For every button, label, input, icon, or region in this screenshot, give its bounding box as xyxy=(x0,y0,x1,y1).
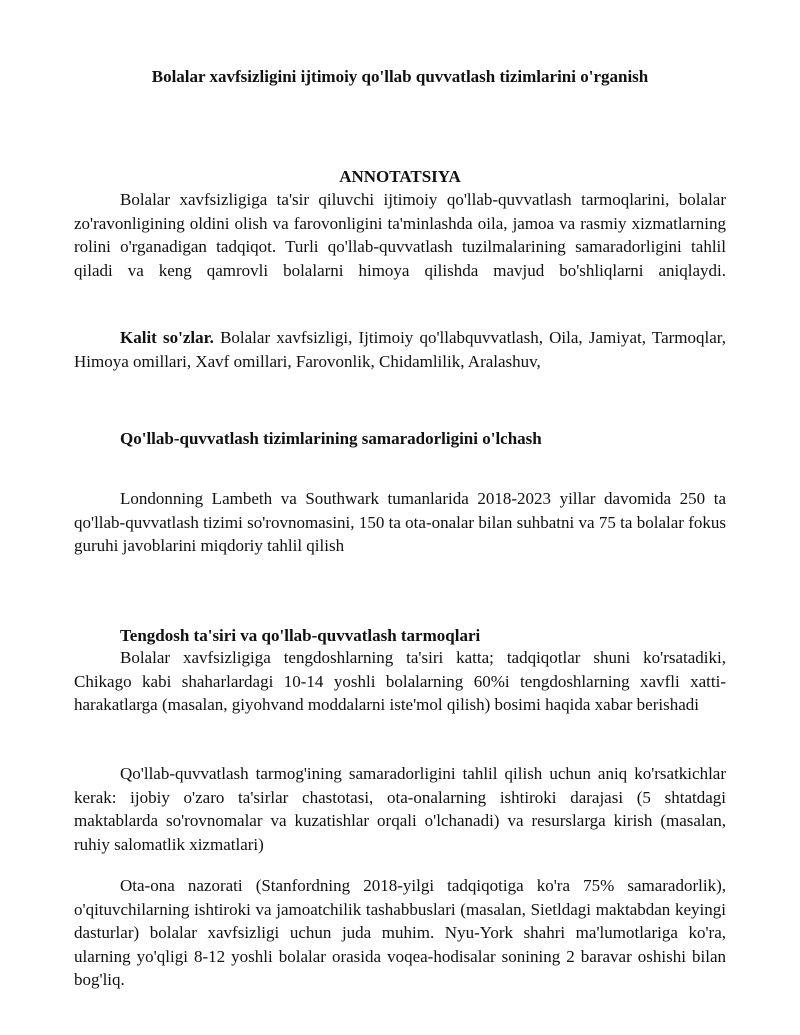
section-heading-peer-influence: Tengdosh ta'siri va qo'llab-quvvatlash tarmoqlari xyxy=(120,626,481,645)
section2-paragraph-3: Ota-ona nazorati (Stanfordning 2018-yilgi tadqiqotiga ko'ra 75% samaradorlik), o'qituvchilarning ishtiroki va jamoatchilik tashabbuslari (masalan, Sietldagi maktabdan keyingi dasturlar) bolalar xavfsizligi uchun juda muhim. Nyu-York shahri ma'lumotlariga ko'ra, ularning yo'qligi 8-12 yoshli bolalar orasida voqea-hodisalar sonining 2 baravar oshishi bilan bog'liq. xyxy=(74,876,726,990)
section-heading-effectiveness: Qo'llab-quvvatlash tizimlarining samaradorligini o'lchash xyxy=(120,429,542,448)
annotation-paragraph: Bolalar xavfsizligiga ta'sir qiluvchi ijtimoiy qo'llab-quvvatlash tarmoqlarini, bolalar zo'ravonligining oldini olish va farovonligini ta'minlashda oila, jamoa va rasmiy xizmatlarning rolini o'rganadigan tadqiqot. Turli qo'llab-quvvatlash tuzilmalarining samaradorligini tahlil qiladi va keng qamrovli bolalarni himoya qilishda mavjud bo'shliqlarni aniqlaydi. xyxy=(74,190,726,280)
document-title: Bolalar xavfsizligini ijtimoiy qo'llab quvvatlash tizimlarini o'rganish xyxy=(151,67,649,86)
section2-paragraph-1: Bolalar xavfsizligiga tengdoshlarning ta'siri katta; tadqiqotlar shuni ko'rsatadiki, Chikago kabi shaharlardagi 10-14 yoshli bolalarning 60%i tengdoshlarning xavfli xatti-harakatlarga (masalan, giyohvand moddalarni iste'mol qilish) bosimi haqida xabar berishadi xyxy=(74,648,726,715)
section1-paragraph: Londonning Lambeth va Southwark tumanlarida 2018-2023 yillar davomida 250 ta qo'llab-quvvatlash tizimi so'rovnomasini, 150 ta ota-onalar bilan suhbatni va 75 ta bolalar fokus guruhi javoblarini miqdoriy tahlil qilish xyxy=(74,489,726,556)
keywords-text: Bolalar xavfsizligi, Ijtimoiy qo'llabquvvatlash, Oila, Jamiyat, Tarmoqlar, Himoya omillari, Xavf omillari, Farovonlik, Chidamlilik, Aralashuv, xyxy=(74,328,726,371)
keywords-label: Kalit so'zlar. xyxy=(120,328,214,347)
section2-paragraph-2: Qo'llab-quvvatlash tarmog'ining samaradorligini tahlil qilish uchun aniq ko'rsatkichlar kerak: ijobiy o'zaro ta'sirlar chastotasi, ota-onalarning ishtiroki darajasi (5 shtatdagi maktablarda so'rovnomalar va kuzatishlar orqali o'lchanadi) va resurslarga kirish (masalan, ruhiy salomatlik xizmatlari) xyxy=(74,764,726,854)
keywords-paragraph xyxy=(74,326,726,373)
annotation-heading: ANNOTATSIYA xyxy=(339,167,461,186)
